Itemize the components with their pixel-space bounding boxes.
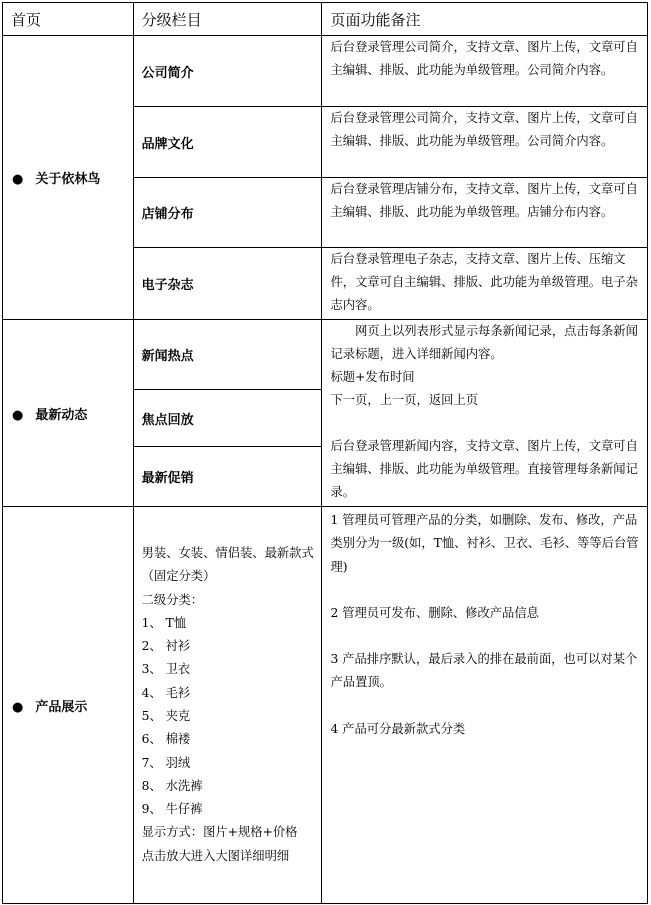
zoom-note: 点击放大进入大图详细明细	[141, 848, 290, 863]
category-item: 9、 牛仔裤	[141, 802, 203, 817]
category-item: 6、 棉褛	[141, 732, 191, 747]
display-mode: 显示方式：图片+规格+价格	[141, 825, 298, 840]
bullet-icon: ●	[12, 699, 24, 715]
note-paragraph: 后台登录管理新闻内容，支持文章、图片上传，文章可自主编辑、排版、此功能为单级管理。直接管理每条新闻记录。	[330, 439, 638, 499]
category-item: 8、 水洗裤	[141, 778, 203, 793]
subcategory-cell: 店铺分布	[133, 178, 322, 248]
product-note: 3 产品排序默认，最后录入的排在最前面，也可以对某个产品置顶。	[330, 652, 638, 690]
table-row	[3, 320, 648, 390]
subcategory-cell: 电子杂志	[133, 248, 322, 320]
subcategory-cell: 公司简介	[133, 36, 322, 107]
subcategory-cell: 焦点回放	[133, 390, 322, 447]
category-item: 2、 衬衫	[141, 639, 191, 654]
subcategory-cell: 新闻热点	[133, 320, 322, 390]
bullet-icon: ●	[12, 172, 24, 187]
category-item: 4、 毛衫	[141, 685, 191, 700]
header-category: 分级栏目	[133, 3, 322, 36]
header-notes: 页面功能备注	[322, 3, 648, 36]
category-intro: 男装、女装、情侣装、最新款式（固定分类）	[141, 545, 314, 584]
note-cell: 后台登录管理公司简介，支持文章、图片上传，文章可自主编辑、排版、此功能为单级管理。公司简介内容。	[322, 107, 648, 178]
news-note-cell	[322, 320, 648, 507]
bullet-icon: ●	[12, 407, 24, 423]
table-row	[3, 36, 648, 107]
category-item: 7、 羽绒	[141, 755, 191, 770]
home-cell-news	[3, 320, 134, 507]
note-paragraph: 标题+发布时间	[330, 370, 415, 384]
category-item: 5、 夹克	[141, 709, 191, 723]
category-item: 3、 卫衣	[141, 662, 191, 677]
note-cell: 后台登录管理公司简介，支持文章、图片上传，文章可自主编辑、排版、此功能为单级管理。公司简介内容。	[322, 36, 648, 107]
header-row	[3, 3, 648, 36]
home-label: 最新动态	[35, 407, 88, 423]
header-home: 首页	[3, 3, 134, 36]
note-paragraph: 网页上以列表形式显示每条新闻记录，点击每条新闻记录标题，进入详细新闻内容。	[330, 324, 638, 361]
category-level2: 二级分类：	[141, 592, 204, 607]
product-note: 1 管理员可管理产品的分类，如删除、发布、修改，产品类别分为一级(如，T恤、衬衫、卫衣、毛衫、等等后台管理)	[330, 513, 639, 574]
home-cell-about	[3, 36, 134, 320]
table-row	[3, 507, 648, 904]
product-categories-cell	[133, 507, 322, 904]
home-cell-products	[3, 507, 134, 904]
home-label: 关于依林鸟	[35, 172, 101, 187]
home-label: 产品展示	[35, 699, 88, 715]
note-cell: 后台登录管理电子杂志，支持文章、图片上传、压缩文件，文章可自主编辑、排版、此功能为单级管理。电子杂志内容。	[322, 248, 648, 320]
subcategory-cell: 品牌文化	[133, 107, 322, 178]
product-note: 4 产品可分最新款式分类	[330, 721, 466, 736]
product-notes-cell	[322, 507, 648, 904]
note-paragraph: 下一页，上一页，返回上页	[330, 393, 479, 407]
note-cell: 后台登录管理店铺分布，支持文章、图片上传，文章可自主编辑、排版、此功能为单级管理。店铺分布内容。	[322, 178, 648, 248]
site-structure-table	[2, 2, 648, 904]
product-note: 2 管理员可发布、删除、修改产品信息	[330, 605, 539, 620]
category-item: 1、 T恤	[141, 615, 187, 630]
subcategory-cell: 最新促销	[133, 447, 322, 507]
